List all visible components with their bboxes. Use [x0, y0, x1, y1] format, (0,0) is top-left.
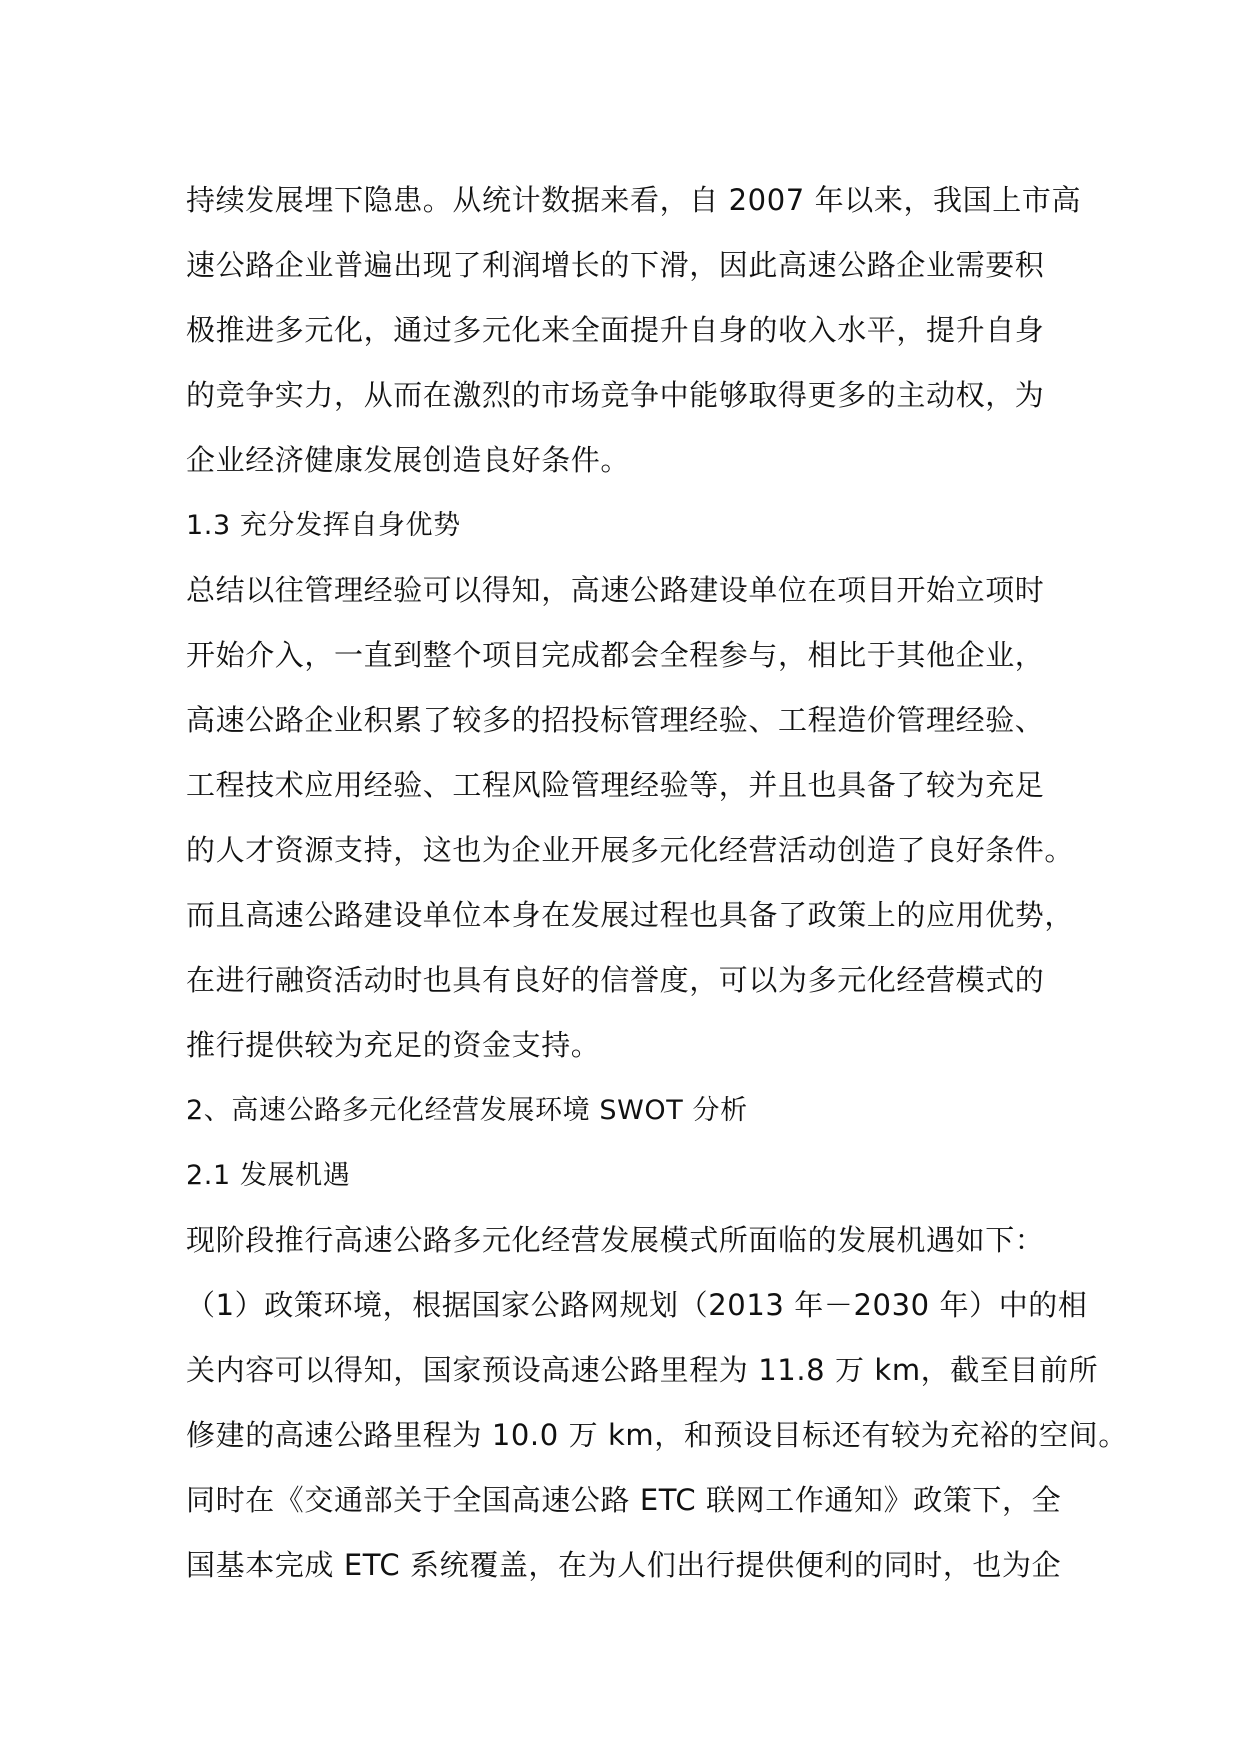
paragraph-line: 国基本完成 ETC 系统覆盖，在为人们出行提供便利的同时，也为企: [186, 1548, 1062, 1582]
paragraph-line: 修建的高速公路里程为 10.0 万 km，和预设目标还有较为充裕的空间。: [186, 1418, 1128, 1452]
paragraph-line: 关内容可以得知，国家预设高速公路里程为 11.8 万 km，截至目前所: [186, 1353, 1099, 1387]
subsection-heading: 2.1 发展机遇: [186, 1160, 351, 1191]
paragraph-line: 同时在《交通部关于全国高速公路 ETC 联网工作通知》政策下，全: [186, 1483, 1062, 1517]
paragraph-line: 速公路企业普遍出现了利润增长的下滑，因此高速公路企业需要积: [186, 248, 1045, 282]
paragraph-line: 持续发展埋下隐患。从统计数据来看，自 2007 年以来，我国上市高: [186, 183, 1082, 217]
paragraph-line: 企业经济健康发展创造良好条件。: [186, 443, 631, 477]
paragraph-line: 极推进多元化，通过多元化来全面提升自身的收入水平，提升自身: [186, 313, 1045, 347]
paragraph-line: 总结以往管理经验可以得知，高速公路建设单位在项目开始立项时: [186, 573, 1045, 607]
paragraph-line: 在进行融资活动时也具有良好的信誉度，可以为多元化经营模式的: [186, 963, 1045, 997]
paragraph-line: 现阶段推行高速公路多元化经营发展模式所面临的发展机遇如下：: [186, 1223, 1045, 1257]
paragraph-line: 高速公路企业积累了较多的招投标管理经验、工程造价管理经验、: [186, 703, 1045, 737]
paragraph-line: 工程技术应用经验、工程风险管理经验等，并且也具备了较为充足: [186, 768, 1045, 802]
paragraph-line: （1）政策环境，根据国家公路网规划（2013 年－2030 年）中的相: [186, 1288, 1088, 1322]
section-heading: 1.3 充分发挥自身优势: [186, 510, 461, 541]
document-body: [186, 168, 1128, 1598]
paragraph-line: 开始介入，一直到整个项目完成都会全程参与，相比于其他企业，: [186, 638, 1045, 672]
paragraph-line: 推行提供较为充足的资金支持。: [186, 1028, 601, 1062]
paragraph-line: 的人才资源支持，这也为企业开展多元化经营活动创造了良好条件。: [186, 833, 1075, 867]
section-heading: 2、高速公路多元化经营发展环境 SWOT 分析: [186, 1095, 748, 1126]
paragraph-line: 的竞争实力，从而在激烈的市场竞争中能够取得更多的主动权，为: [186, 378, 1045, 412]
paragraph-line: 而且高速公路建设单位本身在发展过程也具备了政策上的应用优势，: [186, 898, 1075, 932]
